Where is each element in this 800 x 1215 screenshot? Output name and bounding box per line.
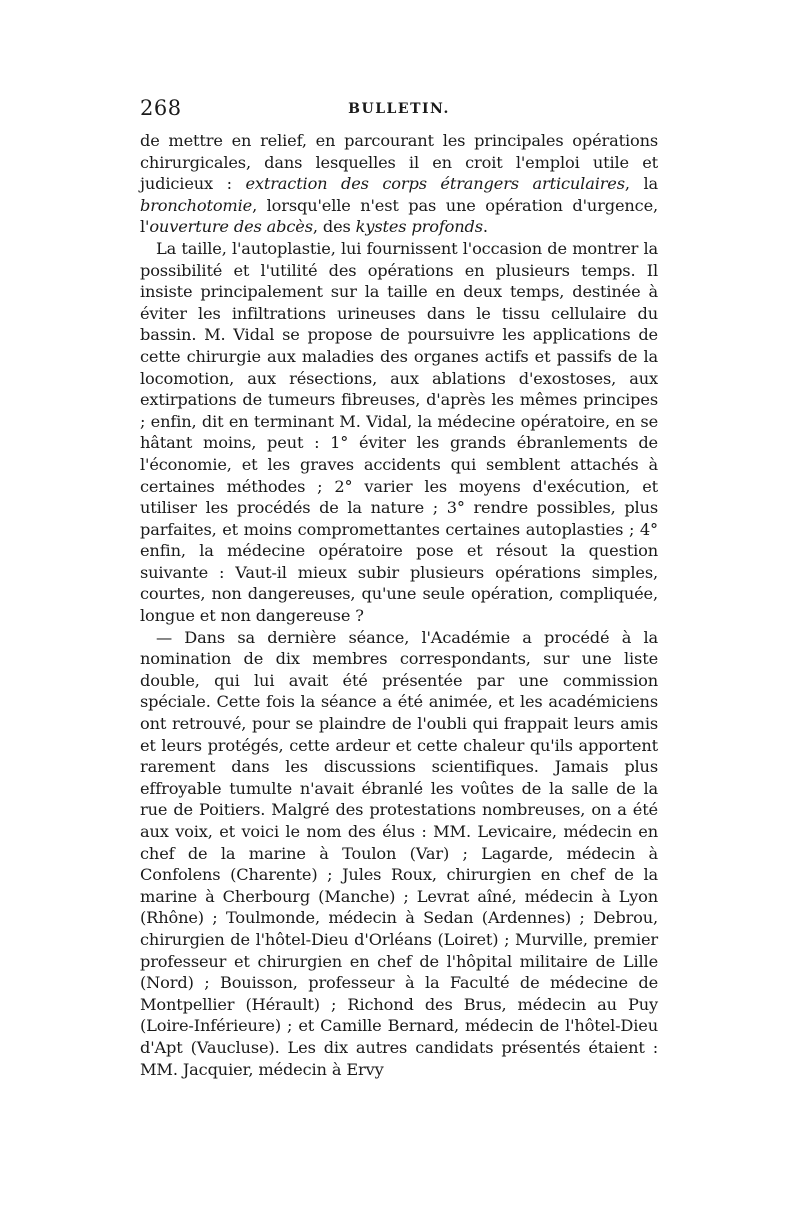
paragraph-continuation [140,130,658,238]
text-segment: , la [624,174,658,194]
running-header [140,96,658,130]
text-segment: de mettre en relief, en parcourant les principales opérations chirurgicales, dans lesquelles il en croit l'emploi utile et judicieux : [140,131,658,194]
italic-term-kystes: kystes profonds [355,217,483,237]
body-text [140,130,658,1080]
text-segment: . [482,217,488,237]
italic-term-ouverture: ouverture des abcès [149,217,313,237]
text-segment: — Dans sa dernière séance, l'Académie a procédé à la nomination de dix membres correspondants, sur une liste double, qui lui avait été présentée par une commission spéciale. Cette fois la séance a été animée, et les académiciens ont retrouvé, pour se plaindre de l'oubli qui frappait leurs amis et leurs protégés, cette ardeur et cette chaleur qu'ils apportent rarement dans les discussions scientifiques. Jamais plus effroyable tumulte n'avait ébranlé les voûtes de la salle de la rue de Poitiers. Malgré des protestations nombreuses, on a été aux voix, et voici le nom des élus : MM. Levicaire, médecin en chef de la marine à Toulon (Var) ; Lagarde, médecin à Confolens (Charente) ; Jules Roux, chirurgien en chef de la marine à Cherbourg (Manche) ; Levrat aîné, médecin à Lyon (Rhône) ; Toulmonde, médecin à Sedan (Ardennes) ; Debrou, chirurgien de l'hôtel-Dieu d'Orléans (Loiret) ; Murville, premier professeur et chirurgien en chef de l'hôpital militaire de Lille (Nord) ; Bouisson, professeur à la Faculté de médecine de Montpellier (Hérault) ; Richond des Brus, médecin au Puy (Loire-Inférieure) ; et Camille Bernard, médecin de l'hôtel-Dieu d'Apt (Vaucluse). Les dix autres candidats présentés étaient : MM. Jacquier, médecin à Ervy [140,627,658,1079]
running-title: BULLETIN. [348,101,450,117]
text-segment: , lorsqu'elle n'est pas une opération d'urgence, l' [140,195,658,237]
paragraph-academie [140,627,658,1080]
paragraph-autoplastie [140,238,658,627]
italic-term-extraction: extraction des corps étrangers articulaires [245,174,625,194]
italic-term-bronchotomie: bronchotomie [140,195,253,215]
text-segment: , des [312,217,356,237]
document-page [140,96,658,1080]
page-number: 268 [140,96,182,120]
text-segment: La taille, l'autoplastie, lui fournissent l'occasion de montrer la possibilité et l'utilité des opérations en plusieurs temps. Il insiste principalement sur la taille en deux temps, destinée à éviter les infiltrations urineuses dans le tissu cellulaire du bassin. M. Vidal se propose de poursuivre les applications de cette chirurgie aux maladies des organes actifs et passifs de la locomotion, aux résections, aux ablations d'exostoses, aux extirpations de tumeurs fibreuses, d'après les mêmes principes ; enfin, dit en terminant M. Vidal, la médecine opératoire, en se hâtant moins, peut : 1° éviter les grands ébranlements de l'économie, et les graves accidents qui semblent attachés à certaines méthodes ; 2° varier les moyens d'exécution, et utiliser les procédés de la nature ; 3° rendre possibles, plus parfaites, et moins compromettantes certaines autoplasties ; 4° enfin, la médecine opératoire pose et résout la question suivante : Vaut-il mieux subir plusieurs opérations simples, courtes, non dangereuses, qu'une seule opération, compliquée, longue et non dangereuse ? [140,238,658,626]
